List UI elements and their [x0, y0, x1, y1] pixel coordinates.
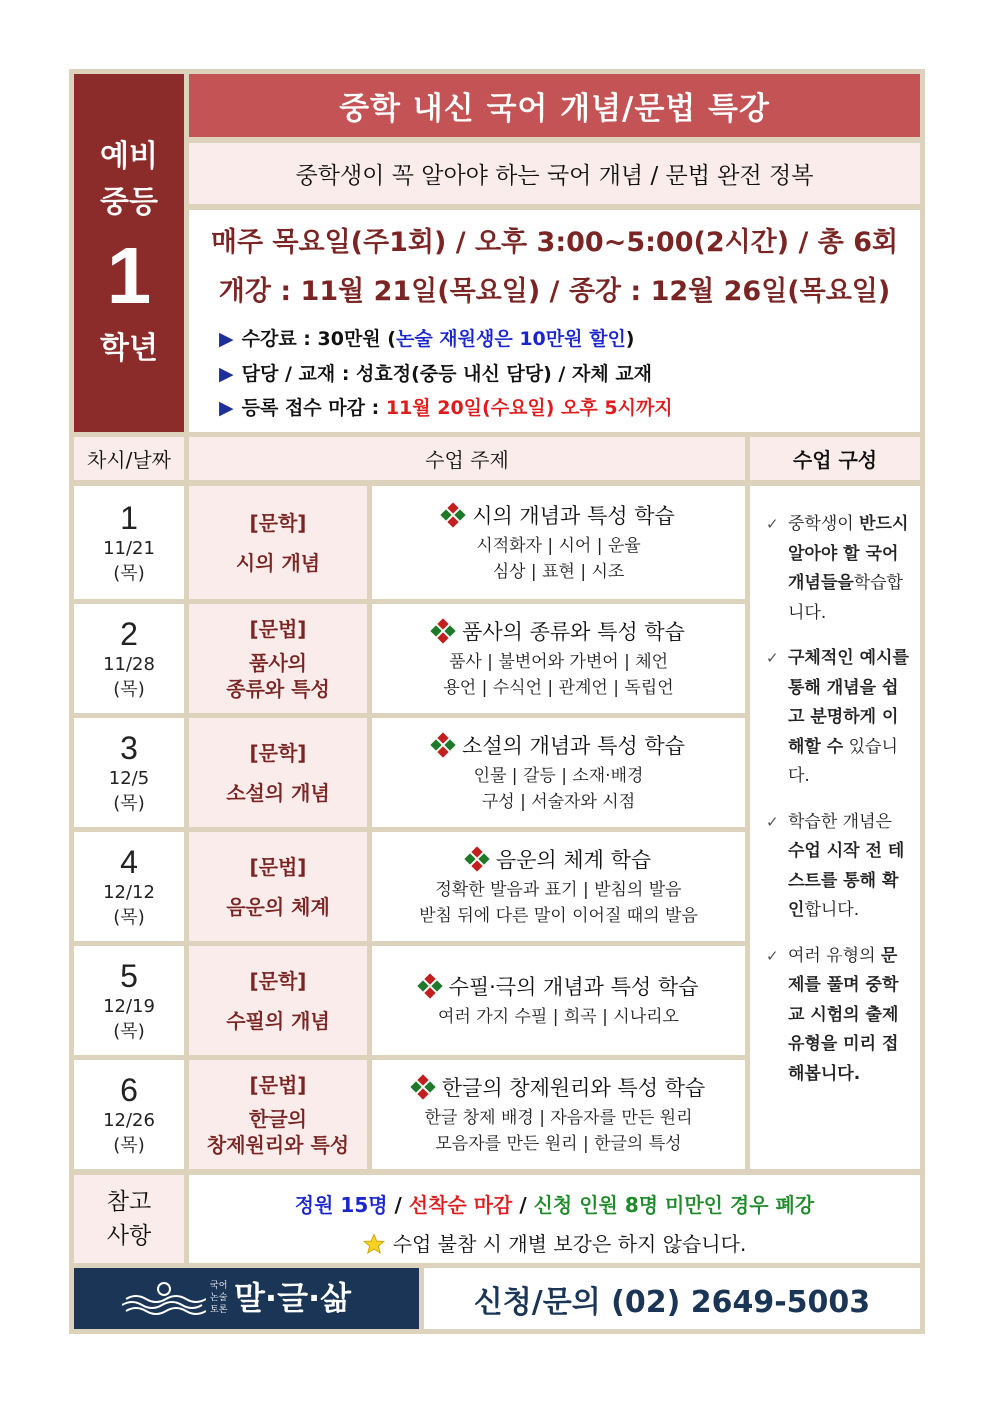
topic-cell	[372, 832, 745, 941]
topic-cell	[372, 946, 745, 1055]
category-name: 시의 개념	[235, 550, 321, 575]
composition-item	[766, 510, 910, 628]
topic-title-text: 소설의 개념과 특성 학습	[462, 733, 685, 758]
topic-cell	[372, 486, 745, 599]
fee-close: )	[625, 328, 635, 350]
composition-item	[766, 808, 910, 926]
logo-text: 말·글·삶	[234, 1279, 352, 1317]
star-icon	[363, 1233, 385, 1255]
schedule-line2: 개강 : 11월 21일(목요일) / 종강 : 12월 26일(목요일)	[218, 276, 891, 307]
category-label: [문법]	[249, 854, 307, 879]
session-cell	[74, 1060, 184, 1169]
category-name: 품사의	[249, 650, 307, 675]
grade-line1: 예비	[100, 139, 158, 174]
brand-logo	[74, 1268, 419, 1329]
category-name: 소설의 개념	[226, 780, 330, 805]
session-day: (목)	[113, 1134, 145, 1156]
header-topic: 수업 주제	[189, 437, 745, 480]
composition-pre: 여러 유형의	[788, 945, 876, 966]
session-number: 4	[120, 843, 138, 880]
bullet-fee	[219, 324, 634, 351]
category-label: [문학]	[249, 968, 307, 993]
notes-makeup: 수업 불참 시 개별 보강은 하지 않습니다.	[392, 1232, 747, 1256]
session-cell	[74, 486, 184, 599]
composition-pre: 중학생이	[788, 514, 854, 534]
contact-phone[interactable]: 신청/문의 (02) 2649-5003	[424, 1268, 920, 1329]
topic-title	[432, 617, 685, 647]
session-cell	[74, 946, 184, 1055]
notes-label-line1: 참고	[106, 1189, 152, 1215]
triangle-right-icon: ▶	[219, 397, 234, 419]
header-session: 차시/날짜	[74, 437, 184, 480]
check-icon: ✓	[766, 515, 779, 533]
session-date: 12/5	[108, 767, 150, 789]
composition-cell	[750, 486, 920, 1169]
category-label: [문법]	[249, 616, 307, 641]
category-cell	[189, 718, 367, 827]
deadline-value: 11월 20일(수요일) 오후 5시까지	[385, 397, 673, 419]
session-date: 12/19	[103, 995, 155, 1017]
notes-label-line2: 사항	[106, 1223, 152, 1249]
session-number: 6	[120, 1071, 138, 1108]
topic-title-text: 음운의 체계 학습	[495, 847, 652, 872]
session-day: (목)	[113, 562, 145, 584]
composition-post: 합니다.	[804, 900, 860, 920]
category-name: 음운의 체계	[226, 894, 330, 919]
topic-title	[442, 501, 675, 531]
deadline-label: 등록 접수 마감 :	[241, 397, 386, 419]
session-date: 12/26	[103, 1109, 155, 1131]
composition-bold: 문제를 풀며 중학교 시험의 출제유형을 미리 접해봅니다.	[788, 945, 899, 1084]
topic-detail: 한글 창제 배경 | 자음자를 만든 원리	[424, 1107, 693, 1128]
category-cell	[189, 946, 367, 1055]
notes-separator: /	[512, 1193, 534, 1217]
topic-cell	[372, 718, 745, 827]
category-label: [문법]	[249, 1072, 307, 1097]
category-name: 창제원리와 특성	[206, 1132, 350, 1157]
fee-label: 수강료 : 30만원 (	[241, 328, 396, 350]
session-number: 3	[120, 729, 138, 766]
topic-cell	[372, 604, 745, 713]
topic-title-text: 한글의 창제원리와 특성 학습	[441, 1075, 706, 1100]
session-date: 11/21	[103, 537, 155, 559]
topic-detail: 모음자를 만든 원리 | 한글의 특성	[435, 1133, 682, 1154]
logo-small-text	[210, 1280, 227, 1316]
wave-icon	[122, 1282, 206, 1316]
session-number: 2	[120, 615, 138, 652]
session-number: 5	[120, 957, 138, 994]
triangle-right-icon: ▶	[219, 363, 234, 385]
session-number: 1	[120, 499, 138, 536]
topic-title-text: 품사의 종류와 특성 학습	[462, 619, 685, 644]
grade-line2: 중등	[100, 185, 158, 220]
category-label: [문학]	[249, 510, 307, 535]
check-icon: ✓	[766, 946, 779, 965]
composition-pre: 학습한 개념은	[788, 811, 892, 832]
diamond-cluster-icon	[432, 734, 454, 756]
composition-post: 있습니다.	[788, 736, 898, 786]
composition-bold: 구체적인 예시를 통해 개념을 쉽고 분명하게 이해할 수	[788, 648, 909, 757]
check-icon: ✓	[766, 812, 779, 831]
logo-small-line: 국어	[210, 1281, 228, 1291]
notes-separator: /	[387, 1193, 409, 1217]
grade-number: 1	[106, 231, 152, 320]
fee-discount: 논술 재원생은 10만원 할인	[395, 328, 626, 350]
topic-title	[466, 845, 651, 875]
diamond-cluster-icon	[432, 620, 454, 642]
composition-bold: 수업 시작 전 테스트를 통해 확인	[788, 841, 905, 920]
session-day: (목)	[113, 906, 145, 928]
session-date: 12/12	[103, 881, 155, 903]
topic-detail: 정확한 발음과 표기 | 받침의 발음	[435, 879, 682, 900]
notes-first-come: 선착순 마감	[408, 1193, 513, 1217]
topic-cell	[372, 1060, 745, 1169]
notes-label	[74, 1175, 184, 1263]
topic-title	[432, 731, 685, 761]
category-cell	[189, 1060, 367, 1169]
session-day: (목)	[113, 792, 145, 814]
topic-detail: 용언 | 수식언 | 관계언 | 독립언	[443, 677, 674, 698]
bullet-deadline	[219, 393, 673, 420]
notes-cancel: 신청 인원 8명 미만인 경우 폐강	[533, 1193, 815, 1217]
check-icon: ✓	[766, 649, 779, 667]
composition-bold: 반드시 알아야 할 국어 개념들을	[788, 514, 909, 593]
diamond-cluster-icon	[466, 848, 488, 870]
teacher-text: 담당 / 교재 : 성효정(중등 내신 담당) / 자체 교재	[241, 363, 653, 385]
composition-item	[766, 644, 910, 792]
category-cell	[189, 832, 367, 941]
session-day: (목)	[113, 678, 145, 700]
category-cell	[189, 486, 367, 599]
triangle-right-icon: ▶	[219, 328, 234, 350]
logo-small-line: 논술	[210, 1293, 228, 1303]
topic-detail: 시적화자 | 시어 | 운율	[476, 535, 641, 556]
notes-content	[189, 1175, 920, 1263]
page-title: 중학 내신 국어 개념/문법 특강	[189, 74, 920, 137]
topic-detail: 품사 | 불변어와 가변어 | 체언	[448, 651, 669, 672]
course-info	[189, 210, 920, 432]
topic-detail: 구성 | 서술자와 시점	[481, 791, 636, 812]
session-cell	[74, 718, 184, 827]
topic-title	[419, 972, 699, 1002]
category-name: 종류와 특성	[226, 676, 330, 701]
grade-badge	[74, 74, 184, 432]
session-day: (목)	[113, 1020, 145, 1042]
session-cell	[74, 832, 184, 941]
header-composition: 수업 구성	[750, 437, 920, 480]
composition-item	[766, 942, 910, 1090]
session-cell	[74, 604, 184, 713]
notes-line2	[189, 1228, 920, 1257]
topic-detail: 인물 | 갈등 | 소재·배경	[473, 765, 644, 786]
schedule-line1: 매주 목요일(주1회) / 오후 3:00~5:00(2시간) / 총 6회	[210, 227, 899, 258]
topic-detail: 심상 | 표현 | 시조	[492, 561, 625, 582]
category-label: [문학]	[249, 740, 307, 765]
diamond-cluster-icon	[419, 975, 441, 997]
diamond-cluster-icon	[442, 504, 464, 526]
topic-detail: 받침 뒤에 다른 말이 이어질 때의 발음	[419, 905, 698, 926]
session-date: 11/28	[103, 653, 155, 675]
logo-small-line: 토론	[210, 1305, 228, 1315]
notes-line1	[189, 1189, 920, 1218]
notes-capacity: 정원 15명	[294, 1193, 388, 1217]
topic-title	[412, 1073, 705, 1103]
bullet-teacher	[219, 359, 652, 386]
category-name: 수필의 개념	[226, 1008, 330, 1033]
category-cell	[189, 604, 367, 713]
topic-detail: 여러 가지 수필 | 희곡 | 시나리오	[438, 1006, 679, 1027]
topic-title-text: 시의 개념과 특성 학습	[472, 503, 675, 528]
grade-line3: 학년	[100, 331, 158, 366]
page-subtitle: 중학생이 꼭 알아야 하는 국어 개념 / 문법 완전 정복	[189, 143, 920, 204]
category-name: 한글의	[249, 1106, 307, 1131]
diamond-cluster-icon	[412, 1076, 434, 1098]
composition-post: 학습합니다.	[788, 573, 903, 623]
topic-title-text: 수필·극의 개념과 특성 학습	[448, 974, 699, 999]
